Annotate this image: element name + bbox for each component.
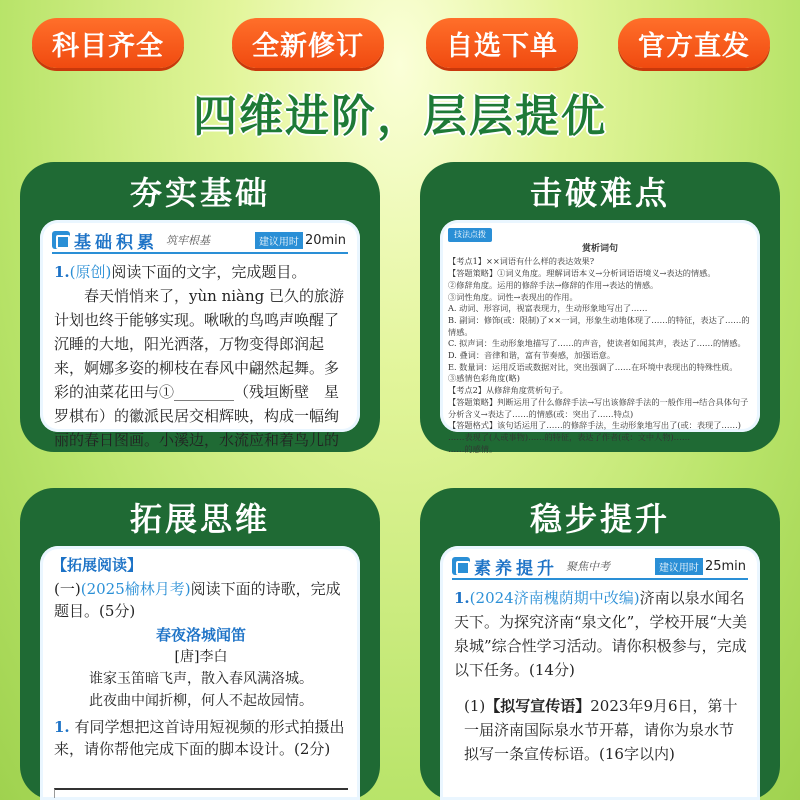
- question-number: 1.: [454, 589, 470, 607]
- note-line: 【考点2】从修辞角度赏析句子。: [448, 385, 568, 396]
- panel-foundation: [20, 162, 380, 452]
- time-value: 20min: [304, 232, 346, 248]
- script-table: [54, 788, 348, 798]
- note-line: 【答题格式】该句话运用了……的修辞手法，生动形象地写出了(或：表现了……): [448, 420, 741, 431]
- panel-title: 击破难点: [529, 174, 670, 212]
- question-1: [54, 716, 348, 760]
- question-body: 济南以泉水闻名天下。为探究济南“泉文化”，学校开展“大美泉城”综合性学习活动。请你积极参与，完成以下任务。(14分): [454, 589, 748, 679]
- question-text: [54, 260, 348, 452]
- sub-text: 2023年9月6日，第十一届济南国际泉水节开幕，请你为泉水节拟写一条宣传标语。(16字以内): [464, 697, 738, 763]
- question-prompt: 阅读下面的文字，完成题目。: [111, 263, 307, 281]
- question-text: [54, 578, 348, 622]
- sub-tag: 【拟写宣传语】: [485, 697, 591, 715]
- panel-title: 夯实基础: [129, 174, 270, 212]
- skill-tag: 技法点拨: [448, 228, 492, 242]
- page-preview: [40, 546, 360, 800]
- poem-author: [唐]李白: [174, 649, 228, 665]
- skill-notes: [448, 228, 752, 454]
- section-name: 【拓展阅读】: [52, 556, 143, 574]
- note-line: A. 动词、形容词，视富表现力，生动形象地写出了……: [448, 303, 648, 314]
- sub-number: (1): [464, 697, 486, 715]
- question-body: 有同学想把这首诗用短视频的形式拍摄出来，请你帮他完成下面的脚本设计。(2分): [54, 718, 345, 758]
- badge-complete-subjects: 科目齐全: [32, 18, 184, 68]
- section-header: [52, 228, 348, 254]
- panel-title: 拓展思维: [129, 500, 270, 538]
- note-line: B. 副词：修饰(或：限制)了××一词，形象生动地体现了……的特征，表达了……的: [448, 314, 750, 325]
- time-suggestion: [655, 558, 748, 575]
- question-prompt: 阅读下面的诗歌，完成题目。(5分): [54, 580, 341, 620]
- page-preview: [440, 546, 760, 800]
- note-line: 【答题策略】①词义角度。理解词语本义→分析词语语境义→表达的情感。: [448, 268, 716, 279]
- poem: [54, 624, 348, 712]
- time-suggestion: [255, 232, 348, 249]
- page-preview: [40, 220, 360, 449]
- question-source: (2025榆林月考): [80, 580, 191, 598]
- book-icon: [452, 557, 470, 575]
- note-line: ……的感情。: [448, 443, 498, 454]
- badge-official-ship: 官方直发: [618, 18, 770, 68]
- reading-passage: 春天悄悄来了，yùn niàng 已久的旅游计划也终于能够实现。啾啾的鸟鸣声唤醒了沉睡的大地，阳光洒落，万物变得郎润起来，婀娜多姿的柳枝在春风中翩然起舞。多彩的油菜花田与①________（残垣断壁 星罗棋布）的徽派民居交相辉映，构成一幅绚丽的春日图画。小溪边，水流应和着鸟儿的: [54, 287, 344, 449]
- note-line: D. 叠词：音律和谐，富有节奏感，加强语意。: [448, 350, 616, 361]
- panel-difficulty: [420, 162, 780, 452]
- section-name: 基础积累: [74, 232, 158, 253]
- note-line: E. 数量词：运用反语或数据对比，突出强调了……在环境中表现出的特殊性质。: [448, 361, 738, 372]
- section-name: 素养提升: [474, 558, 558, 579]
- section-subtitle: 筑牢根基: [166, 234, 210, 247]
- note-line: ③词性角度。词性→表现出的作用。: [448, 291, 578, 302]
- book-icon: [52, 231, 70, 249]
- note-line: 【答题策略】判断运用了什么修辞手法→写出该修辞手法的一般作用→结合具体句子: [448, 396, 749, 407]
- time-value: 25min: [704, 558, 746, 574]
- panel-advance: [420, 488, 780, 800]
- question-source: (2024济南槐荫期中改编): [469, 589, 640, 607]
- sub-question: [464, 694, 748, 766]
- note-line: ③感情色彩角度(略): [448, 373, 520, 384]
- note-line: ……表现了(人或事物)……的特征，表达了作者(或：文中人物)……: [448, 431, 691, 442]
- doc-title: 赏析词句: [581, 243, 618, 254]
- question-text: [454, 586, 748, 682]
- poem-title: 春夜洛城闻笛: [155, 626, 246, 644]
- note-line: 【考点1】××词语有什么样的表达效果?: [448, 256, 595, 267]
- note-line: 分析含义→表达了……的情感(或：突出了……特点): [448, 408, 634, 419]
- section-header: [452, 554, 748, 580]
- panel-expand: [20, 488, 380, 800]
- poem-line: 谁家玉笛暗飞声，散入春风满洛城。: [89, 671, 313, 687]
- note-line: ②修辞角度。运用的修辞手法→修辞的作用→表达的情感。: [448, 279, 659, 290]
- question-number: 1.: [54, 718, 70, 736]
- question-source: (原创): [69, 263, 112, 281]
- time-label: 建议用时: [255, 232, 303, 249]
- question-number: 1.: [54, 263, 70, 281]
- question-prefix: (一): [54, 580, 81, 598]
- note-line: C. 拟声词：生动形象地描写了……的声音，使读者如闻其声，表达了……的情感。: [448, 338, 746, 349]
- note-line: 情感。: [448, 326, 473, 337]
- section-subtitle: 聚焦中考: [566, 560, 610, 573]
- badge-new-revision: 全新修订: [232, 18, 384, 68]
- page-preview: [440, 220, 760, 454]
- badge-self-order: 自选下单: [426, 18, 578, 68]
- time-label: 建议用时: [655, 558, 703, 575]
- headline: 四维进阶，层层提优: [193, 91, 607, 142]
- poem-line: 此夜曲中闻折柳，何人不起故园情。: [89, 693, 313, 709]
- panel-title: 稳步提升: [529, 500, 670, 538]
